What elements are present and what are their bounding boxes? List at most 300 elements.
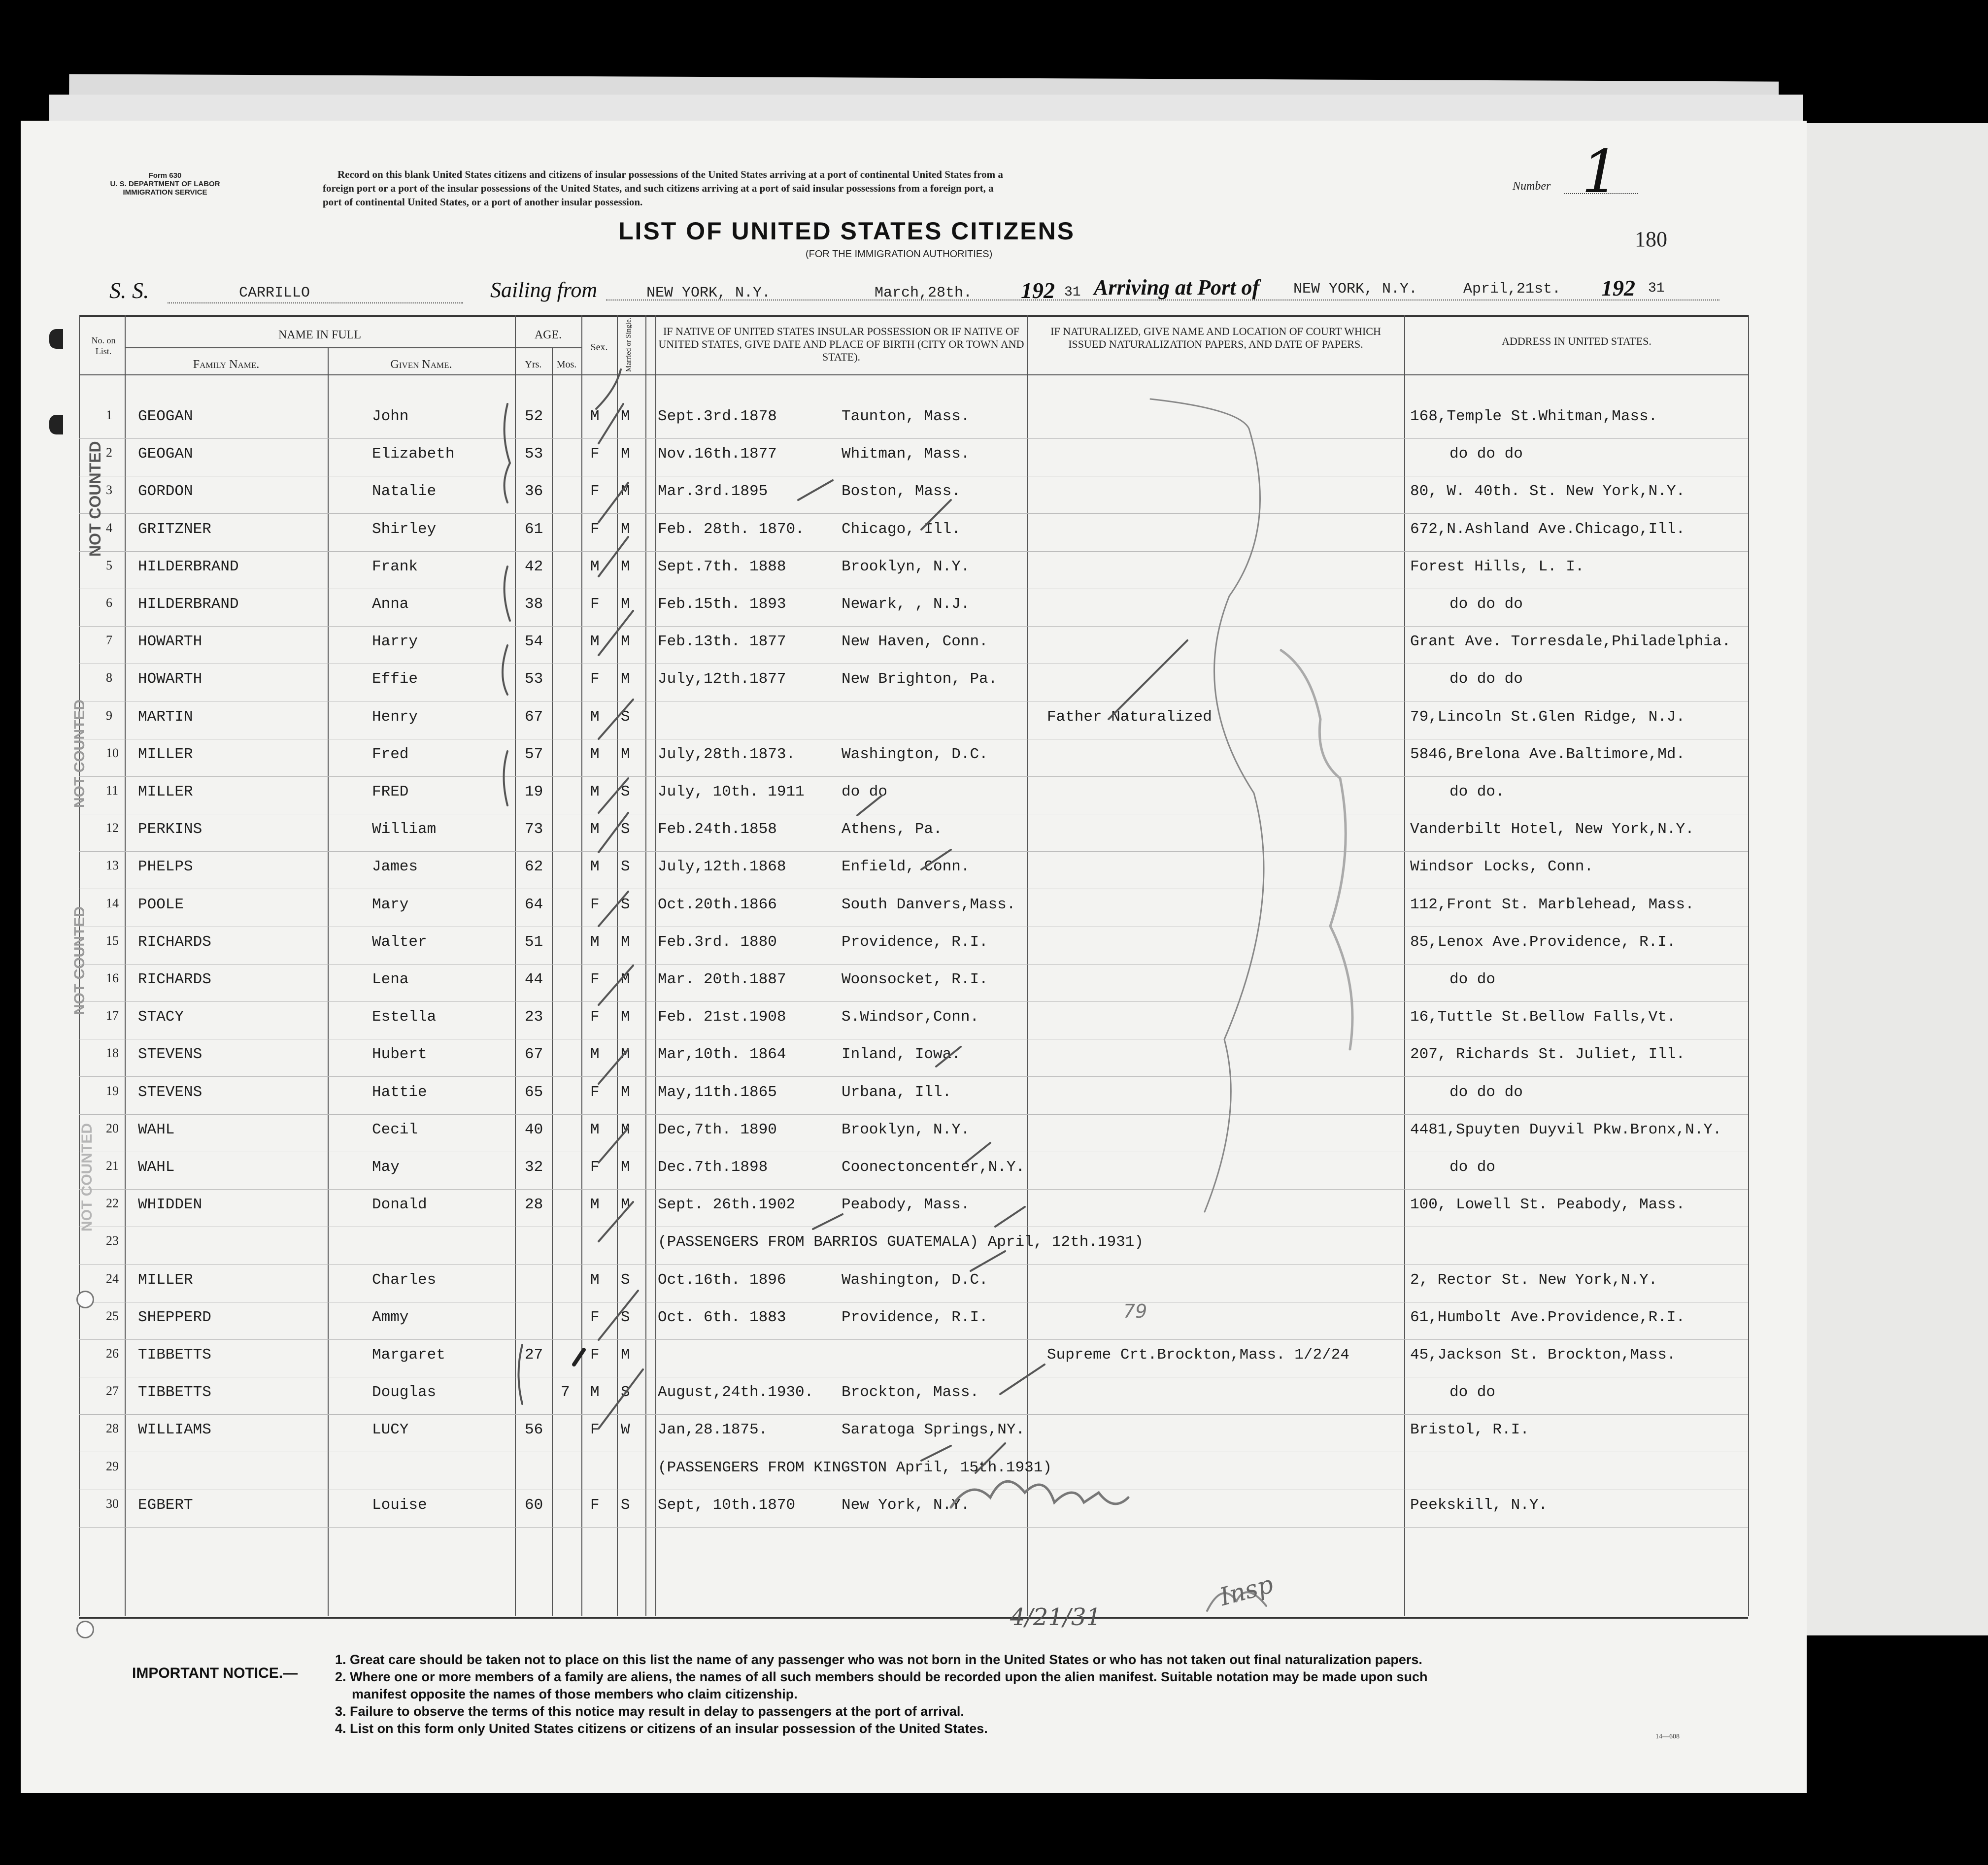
birth-date: Feb.24th.1858 bbox=[658, 821, 777, 838]
birth-place: Saratoga Springs,NY. bbox=[842, 1421, 1025, 1439]
arriving-port: NEW YORK, N.Y. bbox=[1293, 281, 1418, 298]
instruction-line: Record on this blank United States citizens and citizens of insular possessions of the United States arriving at a port of continental United States from a bbox=[337, 168, 1003, 180]
us-address: 168,Temple St.Whitman,Mass. bbox=[1410, 408, 1658, 425]
sex: F bbox=[590, 596, 600, 613]
row-number: 3 bbox=[106, 483, 112, 498]
list-number-handwritten: 1 bbox=[1582, 138, 1619, 206]
sailing-port: NEW YORK, N.Y. bbox=[646, 285, 771, 301]
given-name: Shirley bbox=[372, 520, 437, 538]
instruction-line: foreign port or a port of the insular possessions of the United States, and such citizens arriving at a port of said insular possessions from a foreign port, a bbox=[323, 182, 994, 194]
birth-place: Chicago, Ill. bbox=[842, 520, 961, 538]
given-name: Hubert bbox=[372, 1046, 427, 1064]
age-years: 28 bbox=[525, 1196, 543, 1214]
age-years: 61 bbox=[525, 520, 543, 538]
age-years: 23 bbox=[525, 1008, 543, 1026]
age-years: 65 bbox=[525, 1083, 543, 1101]
marital-status: M bbox=[621, 1083, 630, 1101]
birth-date: Dec,7th. 1890 bbox=[658, 1121, 777, 1138]
given-name: Frank bbox=[372, 558, 418, 575]
arriving-label: Arriving at Port of bbox=[1094, 275, 1260, 300]
birth-date: Feb. 28th. 1870. bbox=[658, 520, 805, 538]
ss-label: S. S. bbox=[109, 278, 149, 303]
birth-date: Oct.20th.1866 bbox=[658, 896, 777, 913]
sex: M bbox=[590, 1121, 600, 1138]
birth-date: July,12th.1868 bbox=[658, 858, 786, 876]
sex: M bbox=[590, 821, 600, 838]
family-name: GORDON bbox=[138, 483, 193, 500]
col-header-yrs: Yrs. bbox=[525, 359, 542, 370]
sex: F bbox=[590, 971, 600, 988]
birth-date: (PASSENGERS FROM KINGSTON April, 15th.1931) bbox=[658, 1459, 1052, 1476]
given-name: LUCY bbox=[372, 1421, 409, 1439]
naturalization: Father Naturalized bbox=[1047, 708, 1212, 726]
row-number: 11 bbox=[106, 783, 119, 798]
family-name: MILLER bbox=[138, 783, 193, 800]
given-name: John bbox=[372, 408, 409, 425]
row-number: 8 bbox=[106, 670, 112, 685]
family-name: RICHARDS bbox=[138, 933, 211, 951]
us-address: 80, W. 40th. St. New York,N.Y. bbox=[1410, 483, 1685, 500]
marital-status: M bbox=[621, 520, 630, 538]
birth-date: Oct.16th. 1896 bbox=[658, 1271, 786, 1289]
birth-date: Sept.7th. 1888 bbox=[658, 558, 786, 575]
birth-place: New York, N.Y. bbox=[842, 1496, 970, 1514]
col-header-age: AGE. bbox=[534, 329, 562, 341]
marital-status: M bbox=[621, 445, 630, 463]
family-name: PHELPS bbox=[138, 858, 193, 876]
handwritten-note-79: 79 bbox=[1123, 1300, 1147, 1322]
given-name: Elizabeth bbox=[372, 445, 455, 463]
family-name: MARTIN bbox=[138, 708, 193, 726]
family-name: POOLE bbox=[138, 896, 184, 913]
col-header-birth: IF NATIVE OF UNITED STATES INSULAR POSSESSION OR IF NATIVE OF UNITED STATES, GIVE DATE AND PLACE OF BIRTH (CITY OR TOWN AND STATE). bbox=[658, 325, 1024, 363]
sex: F bbox=[590, 1421, 600, 1439]
birth-date: Feb.13th. 1877 bbox=[658, 633, 786, 651]
not-counted-stamp: NOT COUNTED bbox=[79, 1123, 95, 1232]
marital-status: M bbox=[621, 483, 630, 500]
marital-status: M bbox=[621, 408, 630, 425]
family-name: WAHL bbox=[138, 1159, 175, 1176]
marital-status: M bbox=[621, 558, 630, 575]
birth-date: Feb.3rd. 1880 bbox=[658, 933, 777, 951]
given-name: Effie bbox=[372, 670, 418, 688]
birth-place: Brooklyn, N.Y. bbox=[842, 558, 970, 575]
ship-name: CARRILLO bbox=[239, 285, 310, 301]
given-name: May bbox=[372, 1159, 400, 1176]
notice-item: manifest opposite the names of those members who claim citizenship. bbox=[352, 1687, 798, 1701]
age-years: 62 bbox=[525, 858, 543, 876]
given-name: Harry bbox=[372, 633, 418, 651]
page-subtitle: (FOR THE IMMIGRATION AUTHORITIES) bbox=[806, 249, 993, 260]
important-notice-list bbox=[335, 1651, 1428, 1737]
birth-place: Newark, , N.J. bbox=[842, 596, 970, 613]
us-address: Peekskill, N.Y. bbox=[1410, 1496, 1548, 1514]
sex: M bbox=[590, 558, 600, 575]
us-address: Windsor Locks, Conn. bbox=[1410, 858, 1594, 876]
age-years: 67 bbox=[525, 708, 543, 726]
birth-place: Urbana, Ill. bbox=[842, 1083, 952, 1101]
age-years: 52 bbox=[525, 408, 543, 425]
age-years: 32 bbox=[525, 1159, 543, 1176]
birth-date: Sept, 10th.1870 bbox=[658, 1496, 796, 1514]
birth-place: New Haven, Conn. bbox=[842, 633, 988, 651]
arriving-date: April,21st. bbox=[1463, 281, 1561, 298]
family-name: STACY bbox=[138, 1008, 184, 1026]
sex: F bbox=[590, 1496, 600, 1514]
family-name: GEOGAN bbox=[138, 408, 193, 425]
row-number: 22 bbox=[106, 1196, 119, 1211]
family-name: WHIDDEN bbox=[138, 1196, 202, 1214]
instruction-line: port of continental United States, or a port of another insular possession. bbox=[323, 196, 643, 208]
marital-status: S bbox=[621, 858, 630, 876]
age-years: 57 bbox=[525, 745, 543, 763]
department-name: U. S. DEPARTMENT OF LABOR bbox=[110, 180, 220, 188]
family-name: HOWARTH bbox=[138, 633, 202, 651]
row-number: 24 bbox=[106, 1271, 119, 1286]
sex: M bbox=[590, 1384, 600, 1401]
col-header-name-in-full: NAME IN FULL bbox=[278, 329, 361, 341]
family-name: STEVENS bbox=[138, 1046, 202, 1064]
col-header-naturalized: IF NATURALIZED, GIVE NAME AND LOCATION OF COURT WHICH ISSUED NATURALIZATION PAPERS, AND DATE OF PAPERS. bbox=[1050, 325, 1381, 350]
age-years: 56 bbox=[525, 1421, 543, 1439]
us-address: Bristol, R.I. bbox=[1410, 1421, 1529, 1439]
birth-date: May,11th.1865 bbox=[658, 1083, 777, 1101]
birth-date: Sept.3rd.1878 bbox=[658, 408, 777, 425]
marital-status: M bbox=[621, 1346, 630, 1364]
sex: F bbox=[590, 1159, 600, 1176]
us-address: do do bbox=[1449, 1159, 1496, 1176]
sex: M bbox=[590, 1271, 600, 1289]
given-name: Margaret bbox=[372, 1346, 445, 1364]
us-address: Vanderbilt Hotel, New York,N.Y. bbox=[1410, 821, 1694, 838]
sex: M bbox=[590, 933, 600, 951]
sex: F bbox=[590, 445, 600, 463]
sex: F bbox=[590, 1346, 600, 1364]
birth-place: New Brighton, Pa. bbox=[842, 670, 998, 688]
us-address: Grant Ave. Torresdale,Philadelphia. bbox=[1410, 633, 1731, 651]
age-years: 67 bbox=[525, 1046, 543, 1064]
marital-status: S bbox=[621, 1384, 630, 1401]
marital-status: M bbox=[621, 745, 630, 763]
given-name: Louise bbox=[372, 1496, 427, 1514]
punch-hole bbox=[76, 1291, 94, 1308]
sex: M bbox=[590, 408, 600, 425]
binder-mark bbox=[49, 415, 63, 434]
marital-status: M bbox=[621, 1046, 630, 1064]
birth-place: Brooklyn, N.Y. bbox=[842, 1121, 970, 1138]
birth-place: do do bbox=[842, 783, 888, 800]
col-header-sex: Sex. bbox=[590, 342, 608, 353]
sailing-year-prefix: 192 bbox=[1021, 278, 1055, 303]
family-name: WILLIAMS bbox=[138, 1421, 211, 1439]
age-years: 19 bbox=[525, 783, 543, 800]
us-address: do do bbox=[1449, 971, 1496, 988]
notice-item: 1. Great care should be taken not to place on this list the name of any passenger who was not born in the United States or who has not taken out final naturalization papers. bbox=[335, 1652, 1422, 1667]
marital-status: M bbox=[621, 1196, 630, 1214]
sex: M bbox=[590, 783, 600, 800]
birth-date: Dec.7th.1898 bbox=[658, 1159, 768, 1176]
us-address: do do do bbox=[1449, 1083, 1523, 1101]
marital-status: M bbox=[621, 1121, 630, 1138]
family-name: MILLER bbox=[138, 1271, 193, 1289]
age-years: 44 bbox=[525, 971, 543, 988]
marital-status: M bbox=[621, 933, 630, 951]
birth-date: Oct. 6th. 1883 bbox=[658, 1308, 786, 1326]
naturalization: Supreme Crt.Brockton,Mass. 1/2/24 bbox=[1047, 1346, 1349, 1364]
birth-place: Athens, Pa. bbox=[842, 821, 943, 838]
marital-status: M bbox=[621, 1159, 630, 1176]
birth-date: July, 10th. 1911 bbox=[658, 783, 805, 800]
marital-status: M bbox=[621, 1008, 630, 1026]
family-name: TIBBETTS bbox=[138, 1346, 211, 1364]
marital-status: M bbox=[621, 633, 630, 651]
given-name: Mary bbox=[372, 896, 409, 913]
row-number: 13 bbox=[106, 858, 119, 873]
birth-place: Coonectoncenter,N.Y. bbox=[842, 1159, 1025, 1176]
us-address: 79,Lincoln St.Glen Ridge, N.J. bbox=[1410, 708, 1685, 726]
given-name: FRED bbox=[372, 783, 409, 800]
birth-place: Providence, R.I. bbox=[842, 1308, 988, 1326]
age-years: 54 bbox=[525, 633, 543, 651]
row-number: 20 bbox=[106, 1121, 119, 1135]
given-name: Henry bbox=[372, 708, 418, 726]
family-name: HILDERBRAND bbox=[138, 558, 239, 575]
row-number: 9 bbox=[106, 708, 112, 723]
marital-status: S bbox=[621, 821, 630, 838]
sex: F bbox=[590, 1083, 600, 1101]
birth-place: S.Windsor,Conn. bbox=[842, 1008, 979, 1026]
birth-place: Inland, Iowa. bbox=[842, 1046, 961, 1064]
birth-place: Enfield, Conn. bbox=[842, 858, 970, 876]
birth-place: Boston, Mass. bbox=[842, 483, 961, 500]
row-number: 23 bbox=[106, 1233, 119, 1248]
family-name: PERKINS bbox=[138, 821, 202, 838]
age-years: 51 bbox=[525, 933, 543, 951]
important-notice-label: IMPORTANT NOTICE.— bbox=[132, 1665, 298, 1681]
marital-status: M bbox=[621, 971, 630, 988]
notice-item: 2. Where one or more members of a family are aliens, the names of all such members should be recorded upon the alien manifest. Suitable notation may be made upon such bbox=[335, 1669, 1428, 1684]
col-header-given-name: Given Name. bbox=[390, 358, 452, 371]
us-address: do do bbox=[1449, 1384, 1496, 1401]
col-header-no: No. on List. bbox=[91, 335, 116, 356]
form-number: Form 630 bbox=[148, 171, 182, 180]
birth-place: Washington, D.C. bbox=[842, 1271, 988, 1289]
marital-status: S bbox=[621, 783, 630, 800]
birth-date: Mar,10th. 1864 bbox=[658, 1046, 786, 1064]
us-address: 61,Humbolt Ave.Providence,R.I. bbox=[1410, 1308, 1685, 1326]
sex: F bbox=[590, 670, 600, 688]
row-number: 12 bbox=[106, 821, 119, 835]
age-years: 53 bbox=[525, 445, 543, 463]
us-address: do do do bbox=[1449, 596, 1523, 613]
sex: F bbox=[590, 896, 600, 913]
arriving-year-prefix: 192 bbox=[1601, 275, 1635, 300]
sex: M bbox=[590, 633, 600, 651]
given-name: Ammy bbox=[372, 1308, 409, 1326]
sex: F bbox=[590, 1008, 600, 1026]
sex: F bbox=[590, 1308, 600, 1326]
row-number: 6 bbox=[106, 596, 112, 610]
inspector-date: 4/21/31 bbox=[1010, 1603, 1102, 1631]
us-address: 100, Lowell St. Peabody, Mass. bbox=[1410, 1196, 1685, 1214]
given-name: Fred bbox=[372, 745, 409, 763]
birth-date: (PASSENGERS FROM BARRIOS GUATEMALA) April, 12th.1931) bbox=[658, 1233, 1144, 1251]
row-number: 1 bbox=[106, 408, 112, 422]
us-address: 4481,Spuyten Duyvil Pkw.Bronx,N.Y. bbox=[1410, 1121, 1722, 1138]
family-name: GEOGAN bbox=[138, 445, 193, 463]
row-number: 5 bbox=[106, 558, 112, 572]
us-address: 207, Richards St. Juliet, Ill. bbox=[1410, 1046, 1685, 1064]
birth-date: Sept. 26th.1902 bbox=[658, 1196, 796, 1214]
sailing-date: March,28th. bbox=[875, 285, 973, 301]
row-number: 25 bbox=[106, 1308, 119, 1323]
age-years: 60 bbox=[525, 1496, 543, 1514]
row-number: 17 bbox=[106, 1008, 119, 1023]
age-years: 53 bbox=[525, 670, 543, 688]
marital-status: S bbox=[621, 1308, 630, 1326]
sex: M bbox=[590, 1046, 600, 1064]
sex: F bbox=[590, 483, 600, 500]
family-name: HOWARTH bbox=[138, 670, 202, 688]
row-number: 28 bbox=[106, 1421, 119, 1436]
not-counted-stamp: NOT COUNTED bbox=[71, 906, 88, 1015]
us-address: 45,Jackson St. Brockton,Mass. bbox=[1410, 1346, 1676, 1364]
col-header-married-single: Married or Single. bbox=[625, 317, 633, 372]
birth-date: Mar. 20th.1887 bbox=[658, 971, 786, 988]
given-name: Donald bbox=[372, 1196, 427, 1214]
us-address: 112,Front St. Marblehead, Mass. bbox=[1410, 896, 1694, 913]
given-name: Hattie bbox=[372, 1083, 427, 1101]
inspector-abbrev: Insp bbox=[1216, 1569, 1277, 1612]
row-number: 14 bbox=[106, 896, 119, 910]
sailing-label: Sailing from bbox=[490, 278, 598, 302]
birth-date: Feb.15th. 1893 bbox=[658, 596, 786, 613]
sex: F bbox=[590, 520, 600, 538]
marital-status: M bbox=[621, 596, 630, 613]
page-title: LIST OF UNITED STATES CITIZENS bbox=[618, 217, 1076, 245]
not-counted-stamp: NOT COUNTED bbox=[71, 699, 88, 808]
given-name: Natalie bbox=[372, 483, 437, 500]
family-name: MILLER bbox=[138, 745, 193, 763]
col-header-mos: Mos. bbox=[556, 359, 577, 370]
age-years: 36 bbox=[525, 483, 543, 500]
marital-status: S bbox=[621, 1271, 630, 1289]
print-code: 14—608 bbox=[1655, 1733, 1680, 1740]
sex: M bbox=[590, 858, 600, 876]
age-years: 73 bbox=[525, 821, 543, 838]
row-number: 16 bbox=[106, 971, 119, 985]
birth-place: South Danvers,Mass. bbox=[842, 896, 1016, 913]
given-name: Charles bbox=[372, 1271, 437, 1289]
us-address: Forest Hills, L. I. bbox=[1410, 558, 1584, 575]
notice-item: 3. Failure to observe the terms of this notice may result in delay to passengers at the port of arrival. bbox=[335, 1704, 964, 1719]
birth-date: Jan,28.1875. bbox=[658, 1421, 768, 1439]
given-name: James bbox=[372, 858, 418, 876]
row-number: 4 bbox=[106, 520, 112, 535]
birth-place: Peabody, Mass. bbox=[842, 1196, 970, 1214]
age-years: 40 bbox=[525, 1121, 543, 1138]
number-label: Number bbox=[1513, 180, 1551, 193]
birth-date: August,24th.1930. bbox=[658, 1384, 814, 1401]
birth-place: Taunton, Mass. bbox=[842, 408, 970, 425]
birth-place: Washington, D.C. bbox=[842, 745, 988, 763]
family-name: GRITZNER bbox=[138, 520, 211, 538]
given-name: Anna bbox=[372, 596, 409, 613]
sex: M bbox=[590, 708, 600, 726]
sailing-year: 31 bbox=[1064, 285, 1081, 300]
page-number: 180 bbox=[1635, 227, 1667, 251]
punch-hole bbox=[76, 1621, 94, 1638]
given-name: Estella bbox=[372, 1008, 437, 1026]
age-years: 38 bbox=[525, 596, 543, 613]
marital-status: S bbox=[621, 1496, 630, 1514]
us-address: 85,Lenox Ave.Providence, R.I. bbox=[1410, 933, 1676, 951]
row-number: 30 bbox=[106, 1496, 119, 1511]
us-address: do do. bbox=[1449, 783, 1505, 800]
row-number: 15 bbox=[106, 933, 119, 948]
col-header-family-name: Family Name. bbox=[193, 358, 260, 371]
birth-date: Mar.3rd.1895 bbox=[658, 483, 768, 500]
not-counted-stamp: NOT COUNTED bbox=[86, 441, 104, 557]
row-number: 26 bbox=[106, 1346, 119, 1361]
birth-date: July,12th.1877 bbox=[658, 670, 786, 688]
row-number: 7 bbox=[106, 633, 112, 648]
family-name: TIBBETTS bbox=[138, 1384, 211, 1401]
birth-date: Feb. 21st.1908 bbox=[658, 1008, 786, 1026]
col-header-address: ADDRESS IN UNITED STATES. bbox=[1502, 335, 1651, 347]
age-months: 7 bbox=[561, 1384, 570, 1401]
sex: M bbox=[590, 1196, 600, 1214]
age-years: 42 bbox=[525, 558, 543, 575]
row-number: 27 bbox=[106, 1384, 119, 1399]
family-name: SHEPPERD bbox=[138, 1308, 211, 1326]
us-address: do do do bbox=[1449, 445, 1523, 463]
marital-status: M bbox=[621, 670, 630, 688]
family-name: RICHARDS bbox=[138, 971, 211, 988]
row-number: 19 bbox=[106, 1083, 119, 1098]
birth-place: Brockton, Mass. bbox=[842, 1384, 979, 1401]
family-name: WAHL bbox=[138, 1121, 175, 1138]
sex: M bbox=[590, 745, 600, 763]
birth-date: Nov.16th.1877 bbox=[658, 445, 777, 463]
notice-item: 4. List on this form only United States citizens or citizens of an insular possession of the United States. bbox=[335, 1721, 988, 1736]
age-years: 27 bbox=[525, 1346, 543, 1364]
birth-place: Providence, R.I. bbox=[842, 933, 988, 951]
us-address: 672,N.Ashland Ave.Chicago,Ill. bbox=[1410, 520, 1685, 538]
family-name: STEVENS bbox=[138, 1083, 202, 1101]
age-years: 64 bbox=[525, 896, 543, 913]
binder-mark bbox=[49, 329, 63, 349]
us-address: 5846,Brelona Ave.Baltimore,Md. bbox=[1410, 745, 1685, 763]
birth-place: Woonsocket, R.I. bbox=[842, 971, 988, 988]
given-name: Walter bbox=[372, 933, 427, 951]
row-number: 2 bbox=[106, 445, 112, 460]
marital-status: S bbox=[621, 896, 630, 913]
marital-status: W bbox=[621, 1421, 630, 1439]
family-name: HILDERBRAND bbox=[138, 596, 239, 613]
family-name: EGBERT bbox=[138, 1496, 193, 1514]
us-address: do do do bbox=[1449, 670, 1523, 688]
us-address: 2, Rector St. New York,N.Y. bbox=[1410, 1271, 1658, 1289]
us-address: 16,Tuttle St.Bellow Falls,Vt. bbox=[1410, 1008, 1676, 1026]
row-number: 29 bbox=[106, 1459, 119, 1473]
arriving-year: 31 bbox=[1648, 281, 1665, 296]
birth-place: Whitman, Mass. bbox=[842, 445, 970, 463]
given-name: Cecil bbox=[372, 1121, 418, 1138]
given-name: William bbox=[372, 821, 437, 838]
row-number: 18 bbox=[106, 1046, 119, 1061]
given-name: Douglas bbox=[372, 1384, 437, 1401]
